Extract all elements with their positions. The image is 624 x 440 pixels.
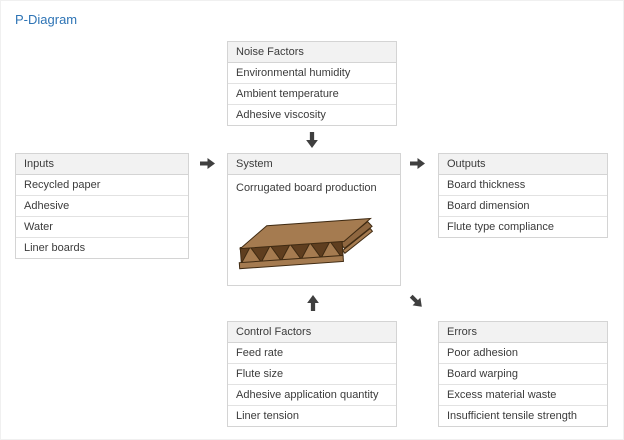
input-item: Water [16, 217, 188, 238]
error-item: Poor adhesion [439, 343, 607, 364]
outputs-box [438, 153, 608, 238]
error-item: Insufficient tensile strength [439, 406, 607, 426]
down-arrow-icon [306, 132, 318, 148]
system-label: Corrugated board production [236, 182, 377, 194]
down-right-arrow-icon [407, 292, 426, 311]
up-arrow-icon [307, 295, 319, 311]
control-factor-item: Adhesive application quantity [228, 385, 396, 406]
control-factors-box [227, 321, 397, 427]
errors-header: Errors [439, 322, 607, 343]
outputs-header: Outputs [439, 154, 607, 175]
noise-factor-item: Environmental humidity [228, 63, 396, 84]
page-title: P-Diagram [15, 12, 78, 27]
inputs-header: Inputs [16, 154, 188, 175]
errors-box [438, 321, 608, 427]
output-item: Flute type compliance [439, 217, 607, 237]
control-factor-item: Feed rate [228, 343, 396, 364]
input-item: Adhesive [16, 196, 188, 217]
error-item: Board warping [439, 364, 607, 385]
corrugated-board-illustration [236, 214, 376, 275]
noise-factor-item: Adhesive viscosity [228, 105, 396, 125]
system-header: System [228, 154, 400, 175]
inputs-box [15, 153, 189, 259]
output-item: Board thickness [439, 175, 607, 196]
control-factor-item: Liner tension [228, 406, 396, 426]
input-item: Liner boards [16, 238, 188, 258]
noise-factors-box [227, 41, 397, 126]
noise-factor-item: Ambient temperature [228, 84, 396, 105]
output-item: Board dimension [439, 196, 607, 217]
error-item: Excess material waste [439, 385, 607, 406]
right-arrow-icon [200, 158, 215, 169]
control-factor-item: Flute size [228, 364, 396, 385]
noise-factors-header: Noise Factors [228, 42, 396, 63]
right-arrow-icon [410, 158, 425, 169]
input-item: Recycled paper [16, 175, 188, 196]
control-factors-header: Control Factors [228, 322, 396, 343]
system-box [227, 153, 401, 286]
